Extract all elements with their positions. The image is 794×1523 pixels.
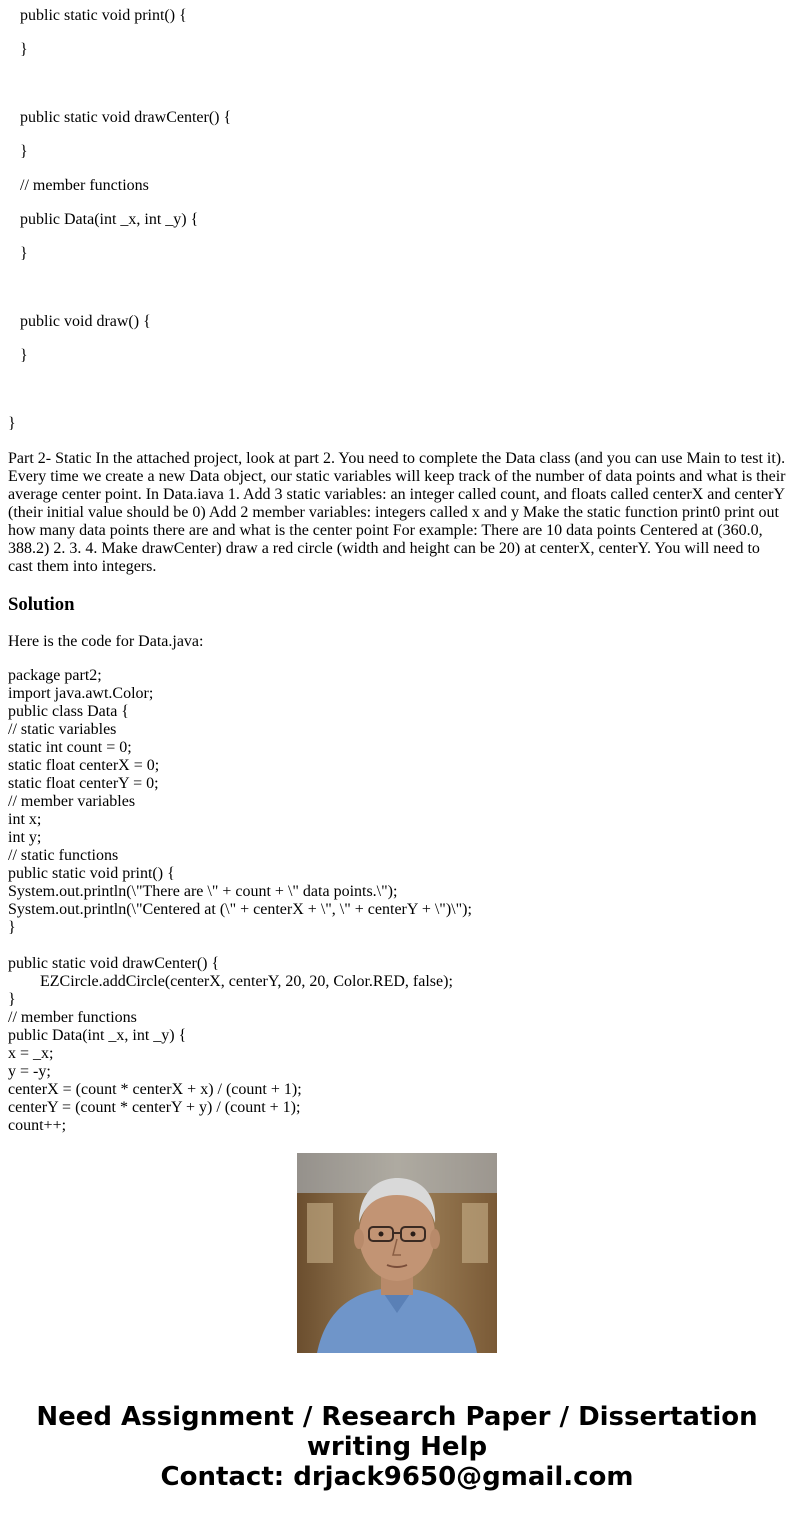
- code-line: package part2;: [8, 667, 102, 684]
- code-line: x = _x;: [8, 1045, 54, 1062]
- code-line: centerX = (count * centerX + x) / (count + 1);: [8, 1081, 302, 1098]
- banner-line: Need Assignment / Research Paper / Dissertation: [36, 1402, 758, 1432]
- tutor-photo: [297, 1153, 497, 1353]
- solution-code: [8, 667, 788, 1134]
- code-line: public Data(int _x, int _y) {: [20, 211, 199, 228]
- help-banner: [0, 1402, 794, 1492]
- code-line: }: [20, 347, 28, 364]
- contact-line: Contact: drjack9650@gmail.com: [160, 1462, 634, 1492]
- code-line: System.out.println(\"There are \" + count + \" data points.\");: [8, 883, 398, 900]
- code-line: System.out.println(\"Centered at (\" + centerX + \", \" + centerY + \")\");: [8, 901, 472, 918]
- solution-heading: Solution: [8, 594, 75, 615]
- code-line: }: [20, 41, 28, 58]
- code-line: int y;: [8, 829, 42, 846]
- code-line: public class Data {: [8, 703, 129, 720]
- code-line: static float centerY = 0;: [8, 775, 159, 792]
- code-line: [8, 937, 788, 955]
- code-line: public static void drawCenter() {: [8, 955, 220, 972]
- code-line: import java.awt.Color;: [8, 685, 154, 702]
- code-line: static int count = 0;: [8, 739, 132, 756]
- code-line: count++;: [8, 1117, 67, 1134]
- code-line: // static functions: [8, 847, 119, 864]
- code-line: // member variables: [8, 793, 136, 810]
- solution-intro: Here is the code for Data.java:: [8, 633, 204, 650]
- code-line: EZCircle.addCircle(centerX, centerY, 20, 20, Color.RED, false);: [8, 973, 453, 990]
- code-line: centerY = (count * centerY + y) / (count + 1);: [8, 1099, 301, 1116]
- code-line: public Data(int _x, int _y) {: [8, 1027, 187, 1044]
- code-line: int x;: [8, 811, 42, 828]
- code-line: }: [8, 919, 16, 936]
- code-line: y = -y;: [8, 1063, 51, 1080]
- code-line: // member functions: [20, 177, 149, 194]
- tutor-avatar: [297, 1153, 497, 1353]
- code-line: }: [8, 991, 16, 1008]
- question-text: Part 2- Static In the attached project, look at part 2. You need to complete the Data class (and you can use Main to test it). Every time we create a new Data object, our static variables will keep track of the number of data points and what is their average center point. In Data.iava 1. Add 3 static variables: an integer called count, and floats called centerX and centerY (their initial value should be 0) Add 2 member variables: integers called x and y Make the static function print0 print out how many data points there are and what is the center point For example: There are 10 data points Centered at (360.0, 388.2) 2. 3. 4. Make drawCenter) draw a red circle (width and height can be 20) at centerX, centerY. You will need to cast them into integers.: [8, 450, 786, 575]
- code-line: }: [8, 415, 16, 432]
- code-line: public static void print() {: [20, 7, 187, 24]
- code-line: // member functions: [8, 1009, 137, 1026]
- banner-line: writing Help: [306, 1432, 488, 1462]
- code-line: public static void drawCenter() {: [20, 109, 232, 126]
- code-line: }: [20, 143, 28, 160]
- code-line: }: [20, 245, 28, 262]
- code-line: public void draw() {: [20, 313, 151, 330]
- code-line: static float centerX = 0;: [8, 757, 160, 774]
- code-line: // static variables: [8, 721, 117, 738]
- code-line: public static void print() {: [8, 865, 175, 882]
